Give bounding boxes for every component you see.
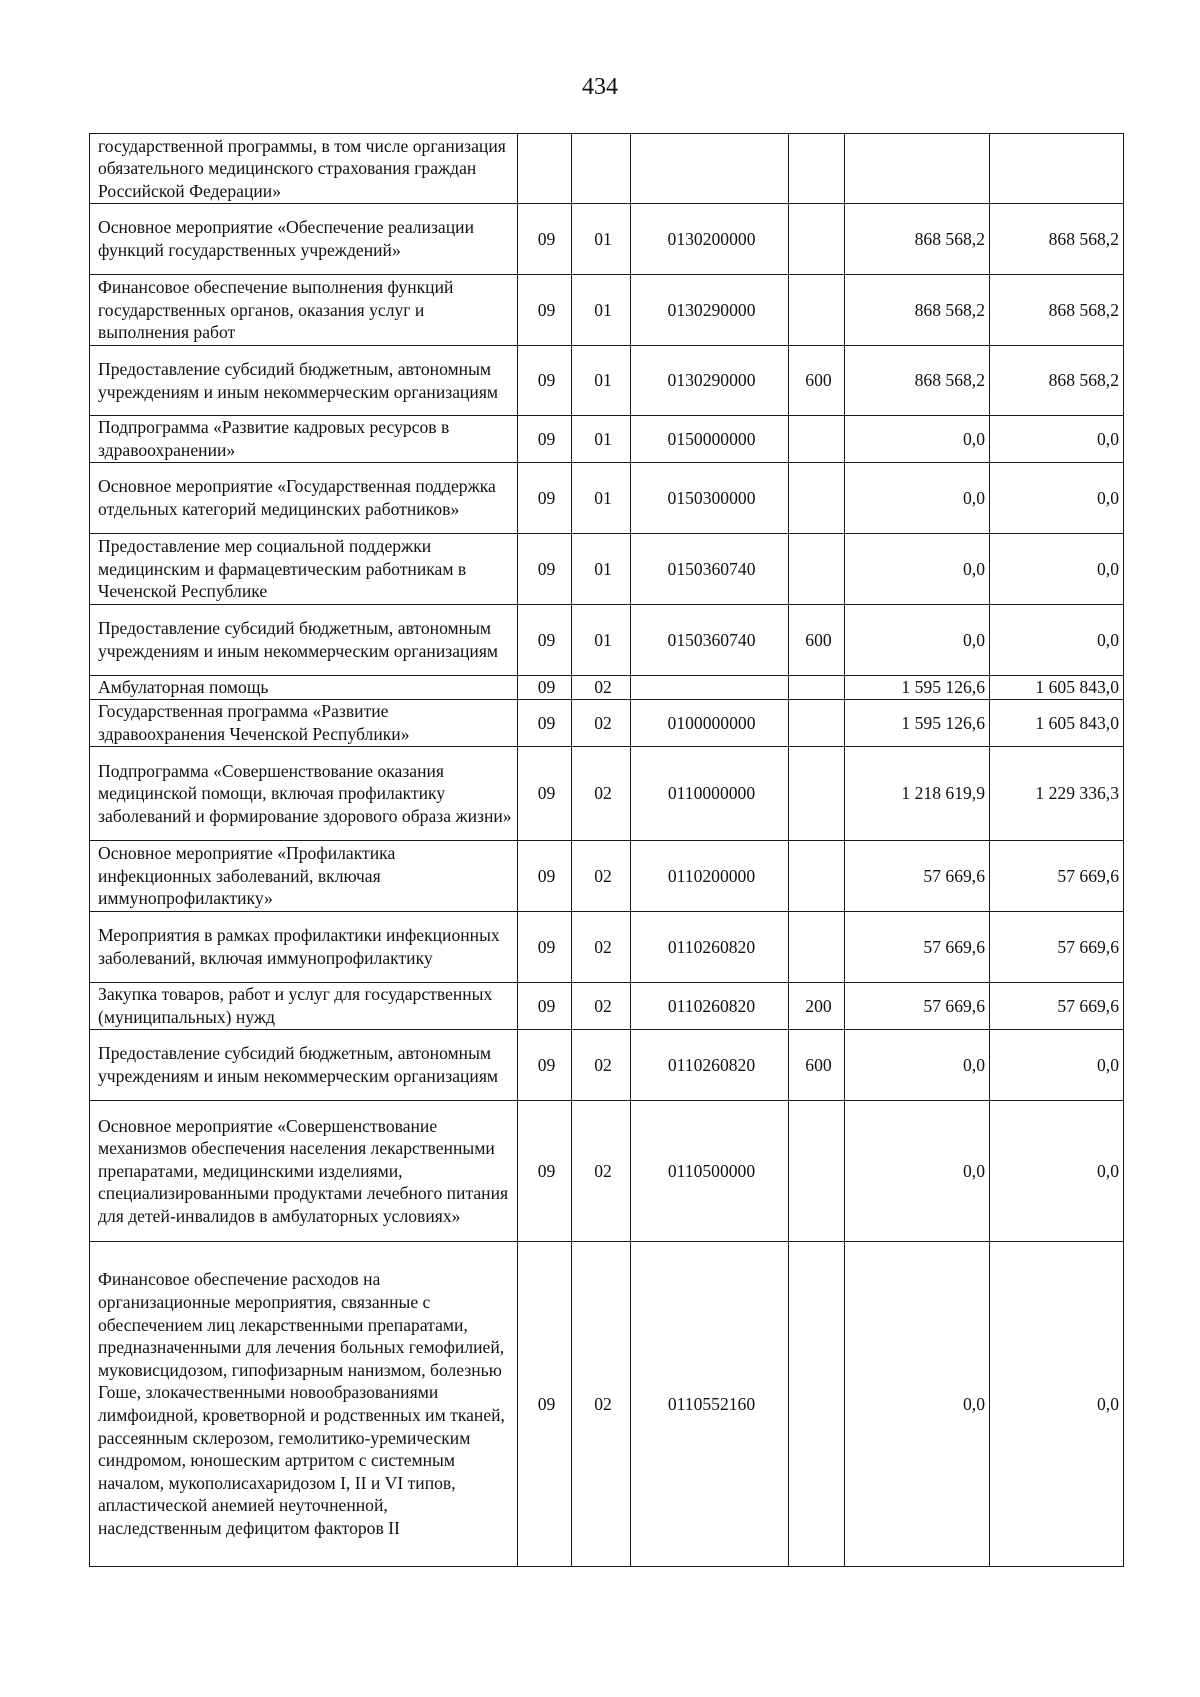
row-sum-year2: 57 669,6 [990,983,1124,1030]
row-subsection: 02 [572,1101,631,1242]
row-sum-year2 [990,134,1124,204]
table-row [90,1242,1124,1567]
row-subsection: 02 [572,841,631,912]
row-section: 09 [518,1242,572,1567]
row-target-article: 0110500000 [631,1101,789,1242]
row-sum-year2: 868 568,2 [990,275,1124,346]
row-target-article: 0110200000 [631,841,789,912]
row-subsection: 02 [572,1030,631,1101]
row-expense-type [789,534,845,605]
row-name: Основное мероприятие «Государственная поддержка отдельных категорий медицинских работников» [90,463,518,534]
row-subsection: 01 [572,534,631,605]
table-row [90,912,1124,983]
row-sum-year2: 1 605 843,0 [990,700,1124,747]
table-row [90,747,1124,841]
row-expense-type [789,747,845,841]
table-row [90,841,1124,912]
row-name: Основное мероприятие «Совершенствование механизмов обеспечения населения лекарственными препаратами, медицинскими изделиями, специализированными продуктами лечебного питания для детей-инвалидов в амбулаторных условиях» [90,1101,518,1242]
row-name: Предоставление субсидий бюджетным, автономным учреждениям и иным некоммерческим организациям [90,346,518,416]
row-sum-year2: 1 605 843,0 [990,676,1124,700]
row-sum-year2: 0,0 [990,534,1124,605]
row-section: 09 [518,534,572,605]
row-subsection: 02 [572,983,631,1030]
table-row [90,700,1124,747]
row-section: 09 [518,346,572,416]
row-section: 09 [518,275,572,346]
row-target-article: 0130290000 [631,275,789,346]
row-sum-year2: 0,0 [990,1030,1124,1101]
row-target-article: 0150360740 [631,534,789,605]
row-target-article: 0110260820 [631,1030,789,1101]
table-row [90,416,1124,463]
row-subsection: 01 [572,346,631,416]
table-row [90,463,1124,534]
row-expense-type [789,676,845,700]
row-sum-year1 [845,134,990,204]
row-expense-type [789,134,845,204]
row-name: Амбулаторная помощь [90,676,518,700]
row-sum-year1: 868 568,2 [845,346,990,416]
table-row [90,1101,1124,1242]
row-name: Предоставление субсидий бюджетным, автономным учреждениям и иным некоммерческим организациям [90,1030,518,1101]
row-subsection: 01 [572,605,631,676]
row-section: 09 [518,463,572,534]
row-name: Предоставление мер социальной поддержки медицинским и фармацевтическим работникам в Чеченской Республике [90,534,518,605]
row-subsection: 02 [572,1242,631,1567]
row-subsection: 01 [572,463,631,534]
row-subsection [572,134,631,204]
row-sum-year2: 0,0 [990,463,1124,534]
row-section: 09 [518,1030,572,1101]
table-row [90,1030,1124,1101]
row-name: Основное мероприятие «Обеспечение реализации функций государственных учреждений» [90,204,518,275]
row-expense-type [789,841,845,912]
budget-table [89,133,1124,1567]
table-row [90,676,1124,700]
table-row [90,605,1124,676]
row-section [518,134,572,204]
row-sum-year1: 0,0 [845,605,990,676]
row-expense-type [789,275,845,346]
row-sum-year2: 57 669,6 [990,912,1124,983]
row-section: 09 [518,747,572,841]
row-sum-year2: 868 568,2 [990,204,1124,275]
row-sum-year1: 1 595 126,6 [845,700,990,747]
table-row [90,983,1124,1030]
row-sum-year1: 0,0 [845,534,990,605]
row-name: Подпрограмма «Развитие кадровых ресурсов в здравоохранении» [90,416,518,463]
row-section: 09 [518,416,572,463]
row-section: 09 [518,204,572,275]
row-section: 09 [518,676,572,700]
row-section: 09 [518,912,572,983]
table-row [90,534,1124,605]
row-target-article [631,676,789,700]
row-sum-year1: 0,0 [845,1101,990,1242]
table-row [90,346,1124,416]
row-section: 09 [518,1101,572,1242]
row-sum-year1: 0,0 [845,416,990,463]
row-target-article: 0150360740 [631,605,789,676]
row-name: Финансовое обеспечение расходов на организационные мероприятия, связанные с обеспечением лиц лекарственными препаратами, предназначенными для лечения больных гемофилией, муковисцидозом, гипофизарным нанизмом, болезнью Гоше, злокачественными новообразованиями лимфоидной, кроветворной и родственных им тканей, рассеянным склерозом, гемолитико-уремическим синдромом, юношеским артритом с системным началом, мукополисахаридозом I, II и VI типов, апластической анемией неуточненной, наследственным дефицитом факторов II [90,1242,518,1567]
row-expense-type: 600 [789,605,845,676]
row-target-article: 0110260820 [631,912,789,983]
row-subsection: 01 [572,416,631,463]
row-sum-year1: 1 595 126,6 [845,676,990,700]
row-target-article: 0110552160 [631,1242,789,1567]
row-section: 09 [518,700,572,747]
row-expense-type [789,1242,845,1567]
row-target-article [631,134,789,204]
row-target-article: 0150300000 [631,463,789,534]
row-sum-year1: 57 669,6 [845,983,990,1030]
row-sum-year2: 0,0 [990,1101,1124,1242]
row-sum-year2: 0,0 [990,416,1124,463]
row-subsection: 02 [572,700,631,747]
row-expense-type [789,463,845,534]
row-sum-year2: 57 669,6 [990,841,1124,912]
row-expense-type: 600 [789,346,845,416]
row-sum-year1: 0,0 [845,1030,990,1101]
row-expense-type: 600 [789,1030,845,1101]
row-expense-type [789,700,845,747]
row-sum-year2: 0,0 [990,1242,1124,1567]
row-sum-year2: 0,0 [990,605,1124,676]
row-subsection: 01 [572,204,631,275]
row-target-article: 0110000000 [631,747,789,841]
row-subsection: 02 [572,676,631,700]
row-sum-year1: 0,0 [845,1242,990,1567]
budget-table-body [90,134,1124,1567]
row-expense-type [789,416,845,463]
row-sum-year1: 57 669,6 [845,841,990,912]
row-name: Финансовое обеспечение выполнения функций государственных органов, оказания услуг и выполнения работ [90,275,518,346]
table-row [90,275,1124,346]
row-sum-year1: 868 568,2 [845,275,990,346]
row-target-article: 0100000000 [631,700,789,747]
row-name: Подпрограмма «Совершенствование оказания медицинской помощи, включая профилактику заболеваний и формирование здорового образа жизни» [90,747,518,841]
row-expense-type [789,912,845,983]
row-sum-year1: 868 568,2 [845,204,990,275]
row-subsection: 02 [572,912,631,983]
row-subsection: 02 [572,747,631,841]
row-section: 09 [518,605,572,676]
table-row [90,204,1124,275]
row-sum-year1: 1 218 619,9 [845,747,990,841]
row-section: 09 [518,983,572,1030]
row-section: 09 [518,841,572,912]
row-target-article: 0110260820 [631,983,789,1030]
row-sum-year2: 868 568,2 [990,346,1124,416]
row-name: государственной программы, в том числе организация обязательного медицинского страхования граждан Российской Федерации» [90,134,518,204]
row-target-article: 0130200000 [631,204,789,275]
row-expense-type [789,204,845,275]
row-name: Основное мероприятие «Профилактика инфекционных заболеваний, включая иммунопрофилактику» [90,841,518,912]
row-name: Закупка товаров, работ и услуг для государственных (муниципальных) нужд [90,983,518,1030]
row-sum-year2: 1 229 336,3 [990,747,1124,841]
row-name: Мероприятия в рамках профилактики инфекционных заболеваний, включая иммунопрофилактику [90,912,518,983]
table-row [90,134,1124,204]
page-number: 434 [582,74,618,100]
row-name: Государственная программа «Развитие здравоохранения Чеченской Республики» [90,700,518,747]
row-subsection: 01 [572,275,631,346]
row-target-article: 0150000000 [631,416,789,463]
row-expense-type: 200 [789,983,845,1030]
row-sum-year1: 57 669,6 [845,912,990,983]
row-expense-type [789,1101,845,1242]
row-target-article: 0130290000 [631,346,789,416]
row-name: Предоставление субсидий бюджетным, автономным учреждениям и иным некоммерческим организациям [90,605,518,676]
row-sum-year1: 0,0 [845,463,990,534]
